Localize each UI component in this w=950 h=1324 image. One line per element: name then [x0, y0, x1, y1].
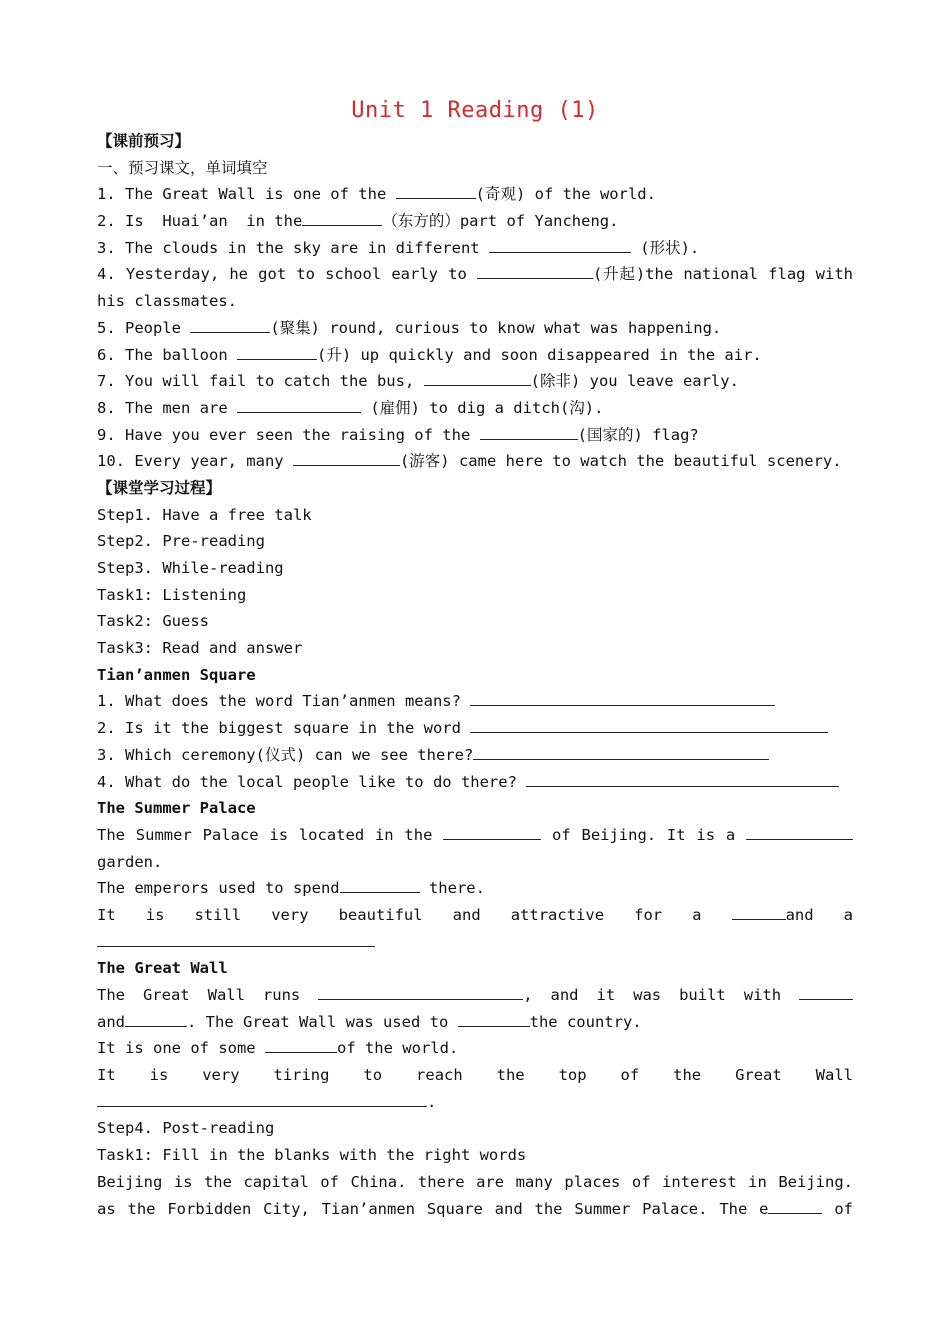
- answer-blank[interactable]: [302, 210, 382, 226]
- blank-group: [318, 986, 532, 1004]
- task-line: Task1: Fill in the blanks with the right words: [97, 1146, 527, 1165]
- vocab-text: 4. Yesterday, he got to school early to: [97, 265, 477, 284]
- vocab-hint: (奇观) of the world.: [475, 185, 656, 204]
- vocab-text: 1. The Great Wall is one of the: [97, 185, 396, 204]
- answer-blank[interactable]: [318, 984, 523, 1000]
- vocab-item: [97, 261, 853, 288]
- answer-blank[interactable]: [473, 744, 769, 760]
- answer-blank[interactable]: [470, 690, 775, 706]
- question-text: 4. What do the local people like to do there?: [97, 772, 527, 791]
- word: and: [785, 905, 814, 924]
- vocab-hint: (聚集) round, curious to know what was happening.: [270, 318, 722, 337]
- answer-blank[interactable]: [237, 344, 317, 360]
- paragraph-text: of: [834, 1199, 853, 1218]
- vocab-text: 6. The balloon: [97, 345, 237, 364]
- answer-blank[interactable]: [424, 370, 531, 386]
- question-line: [97, 769, 853, 796]
- vocab-hint: (雇佣) to dig a ditch(沟).: [360, 398, 604, 417]
- question-line: [97, 742, 853, 769]
- answer-blank[interactable]: [190, 317, 270, 333]
- vocab-text: 5. People: [97, 318, 191, 337]
- page-title: Unit 1 Reading (1): [351, 98, 599, 123]
- vocab-item-continued: his classmates.: [97, 292, 237, 311]
- vocab-hint: (国家的) flag?: [577, 425, 699, 444]
- paragraph-line: garden.: [97, 852, 163, 871]
- task-line: Task3: Read and answer: [97, 639, 303, 658]
- worksheet-content: [97, 128, 853, 1222]
- vocab-item: [97, 422, 853, 449]
- vocab-item: [97, 368, 853, 395]
- paragraph-text: there.: [419, 879, 485, 898]
- vocab-item: [97, 448, 853, 475]
- paragraph-text: The emperors used to spend: [97, 879, 340, 898]
- vocab-text: 9. Have you ever seen the raising of the: [97, 425, 480, 444]
- task-line: Task1: Listening: [97, 585, 247, 604]
- word: Great: [142, 986, 190, 1004]
- word: runs: [262, 986, 301, 1004]
- word: a: [692, 905, 702, 924]
- preview-heading: 【课前预习】: [97, 132, 191, 150]
- question-line: [97, 715, 853, 742]
- word: was: [633, 986, 662, 1004]
- vocab-hint: (形状).: [630, 238, 700, 257]
- word: for: [634, 905, 663, 924]
- answer-blank[interactable]: [799, 984, 853, 1000]
- vocab-text: 2. Is Huai’an in the: [97, 212, 303, 231]
- answer-blank[interactable]: [396, 183, 476, 199]
- answer-blank[interactable]: [97, 1091, 427, 1107]
- great-wall-heading: The Great Wall: [97, 959, 228, 978]
- word: Wall: [815, 1066, 853, 1085]
- answer-blank[interactable]: [443, 824, 541, 840]
- paragraph-line: [97, 1062, 853, 1089]
- paragraph-text: as the Forbidden City, Tian’anmen Square and the Summer Palace. The e: [97, 1199, 769, 1218]
- blank-group: [732, 906, 814, 924]
- word: very: [271, 905, 309, 924]
- word: built: [679, 986, 726, 1004]
- answer-blank[interactable]: [746, 824, 853, 840]
- paragraph-text: The Summer Palace is located in the: [97, 825, 444, 844]
- vocab-item: [97, 395, 853, 422]
- word: the: [496, 1066, 525, 1085]
- word: It: [97, 905, 116, 924]
- word: it: [596, 986, 616, 1004]
- word: top: [558, 1066, 587, 1085]
- summer-palace-heading: The Summer Palace: [97, 799, 256, 818]
- paragraph-text: the country.: [529, 1012, 642, 1031]
- step-line: Step3. While-reading: [97, 559, 284, 577]
- word: a: [843, 905, 853, 924]
- paragraph-line: [97, 1089, 853, 1116]
- answer-blank[interactable]: [458, 1011, 530, 1027]
- step-line: Step1. Have a free talk: [97, 505, 312, 524]
- vocab-item: [97, 342, 853, 369]
- vocab-hint: (游客) came here to watch the beautiful scenery.: [399, 452, 842, 471]
- answer-blank[interactable]: [732, 904, 786, 920]
- answer-blank[interactable]: [768, 1198, 822, 1214]
- word: The: [97, 986, 125, 1004]
- task-line: Task2: Guess: [97, 612, 209, 631]
- word: the: [673, 1066, 702, 1085]
- tiananmen-heading: Tian’anmen Square: [97, 665, 256, 684]
- vocab-hint: （东方的）part of Yancheng.: [382, 212, 619, 231]
- vocab-text: 8. The men are: [97, 398, 237, 417]
- paragraph-text: It is one of some: [97, 1039, 265, 1058]
- class-heading: 【课堂学习过程】: [97, 478, 222, 497]
- step-line: Step2. Pre-reading: [97, 532, 265, 551]
- vocab-text: 10. Every year, many: [97, 452, 293, 471]
- answer-blank[interactable]: [526, 771, 839, 787]
- paragraph-line: [97, 875, 853, 902]
- vocab-item: [97, 181, 853, 208]
- vocab-text: 3. The clouds in the sky are in different: [97, 238, 489, 257]
- question-text: 3. Which ceremony(仪式) can we see there?: [97, 745, 474, 764]
- paragraph-text: and: [97, 1012, 125, 1031]
- answer-blank[interactable]: [125, 1011, 187, 1027]
- vocab-item: [97, 208, 853, 235]
- paragraph-text: . The Great Wall was used to: [187, 1012, 458, 1031]
- answer-blank[interactable]: [340, 877, 420, 893]
- word: reach: [416, 1066, 463, 1085]
- paragraph-text: of the world.: [336, 1039, 459, 1058]
- answer-blank[interactable]: [477, 263, 593, 279]
- answer-blank[interactable]: [489, 237, 631, 253]
- paragraph-line: [97, 822, 853, 849]
- word: to: [363, 1066, 383, 1085]
- question-text: 2. Is it the biggest square in the word: [97, 719, 471, 738]
- answer-blank[interactable]: [480, 424, 578, 440]
- word: is: [149, 1066, 169, 1085]
- word: ,: [523, 986, 533, 1004]
- word: attractive: [510, 905, 605, 924]
- paragraph-line: [97, 929, 853, 956]
- answer-blank[interactable]: [293, 450, 400, 466]
- answer-blank[interactable]: [265, 1037, 337, 1053]
- paragraph-line: [97, 1009, 853, 1036]
- word: still: [194, 905, 242, 924]
- paragraph-text: .: [427, 1092, 437, 1111]
- word: is: [145, 905, 165, 924]
- word: of: [620, 1066, 640, 1085]
- word: beautiful: [338, 905, 423, 924]
- vocab-hint: (除非) you leave early.: [530, 372, 739, 391]
- vocab-hint: (升) up quickly and soon disappeared in the air.: [316, 345, 762, 364]
- vocab-item: [97, 315, 853, 342]
- word: with: [743, 986, 782, 1004]
- paragraph-line: [97, 982, 853, 1009]
- paragraph-line: [97, 902, 853, 929]
- word: It: [97, 1066, 116, 1085]
- answer-blank[interactable]: [237, 397, 361, 413]
- vocab-hint: (升起)the national flag with: [593, 265, 853, 284]
- word: Wall: [207, 986, 245, 1004]
- question-text: 1. What does the word Tian’anmen means?: [97, 692, 471, 711]
- step-line: Step4. Post-reading: [97, 1119, 275, 1138]
- vocab-item: [97, 235, 853, 262]
- paragraph-text: of Beijing. It is a: [541, 825, 746, 844]
- word: very: [202, 1066, 240, 1085]
- paragraph-line: [97, 1196, 853, 1223]
- paragraph-line: [97, 1035, 853, 1062]
- answer-blank[interactable]: [97, 931, 375, 947]
- word: and: [452, 905, 481, 924]
- preview-task: 一、预习课文，单词填空: [97, 158, 268, 177]
- question-line: [97, 688, 853, 715]
- word: and: [550, 986, 579, 1004]
- paragraph-line: Beijing is the capital of China. there are many places of interest in Beijing.: [97, 1172, 853, 1191]
- word: Great: [735, 1066, 782, 1085]
- answer-blank[interactable]: [470, 717, 828, 733]
- vocab-text: 7. You will fail to catch the bus,: [97, 372, 424, 391]
- word: tiring: [273, 1066, 330, 1085]
